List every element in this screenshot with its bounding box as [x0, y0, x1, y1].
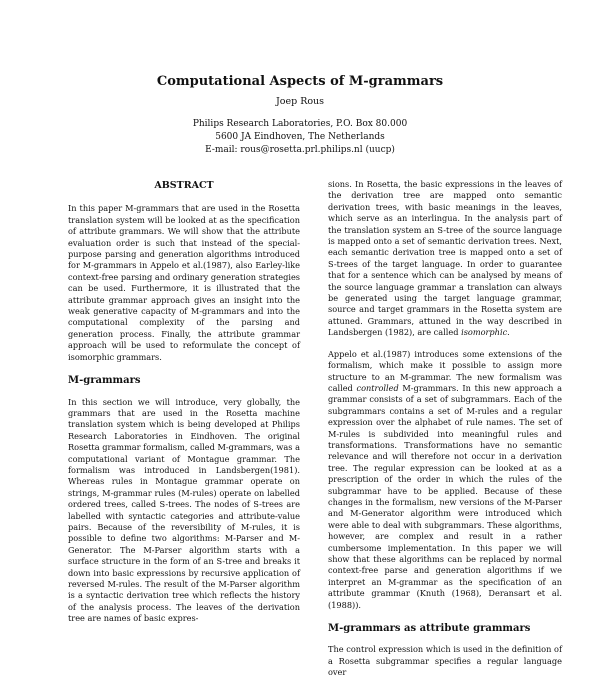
paragraph-text: M-grammars. In this new approach a grammar consists of a set of subgrammars. Each of the subgrammars contains a set of M-rules and a regular expression over the alphabet of rule names. The set of M-rules is subdivided into meaningful rules and transformations. Transformations have no semantic relevance and will therefore not occur in a derivation tree. The regular expression can be looked at as a prescription of the order in which the rules of the subgrammar have to be applied. Because of these changes in the formalism, new versions of the M-Parser and M-Generator algorithm were introduced which were able to deal with subgrammars. These algorithms, however, are complex and result in a rather cumbersome implementation. In this paper we will show that these algorithms can be replaced by normal context-free parse and generation algorithms if we interpret an M-grammar as the specification of an attribute grammar (Knuth (1968), Deransart et al.(1988)).: [328, 382, 562, 610]
author-name: Joep Rous: [275, 96, 325, 107]
paragraph-text: Appelo et al.(1987) introduces some extensions of the formalism, which make it possible to assign more structure to an M-grammar. The new formalism was called: [328, 348, 562, 393]
section-body-text: In this section we will introduce, very globally, the grammars that are used in the Rosetta machine translation system which is being developed at Philips Research Laboratories in Eindhoven. The original Rosetta grammar formalism, called M-grammars, was a computational variant of Montague grammar. The formalism was introduced in Landsbergen(1981). Whereas rules in Montague grammar operate on strings, M-grammar rules (M-rules) operate on labelled ordered trees, called S-trees. The nodes of S-trees are labelled with syntactic categories and attribute-value pairs. Because of the reversibility of M-rules, it is possible to define two algorithms: M-Parser and M-Generator. The M-Parser algorithm starts with a surface structure in the form of an S-tree and breaks it down into basic expressions by recursive application of reversed M-rules. The result of the M-Parser algorithm is a syntactic derivation tree which reflects the history of the analysis process. The leaves of the derivation tree are names of basic expres-: [68, 396, 300, 624]
abstract-heading: ABSTRACT: [154, 180, 214, 191]
section-heading-attribute-grammars: M-grammars as attribute grammars: [328, 623, 531, 635]
body-paragraph: [328, 349, 562, 611]
italic-term: isomorphic.: [461, 327, 510, 338]
affiliation-line: Philips Research Laboratories, P.O. Box 80.000: [192, 119, 408, 129]
affiliation-line: 5600 JA Eindhoven, The Netherlands: [215, 132, 385, 142]
paragraph-text: sions. In Rosetta, the basic expressions in the leaves of the derivation tree are mapped onto semantic derivation trees, with basic meanings in the leaves, which serve as an interlingua. In the analysis part of the translation system an S-tree of the source language is mapped onto a set of semantic derivation trees. Next, each semantic derivation tree is mapped onto a set of S-trees of the target language. In order to guarantee that for a sentence which can be analysed by means of the source language grammar a translation can always be generated using the target language grammar, source and target grammars in the Rosetta system are attuned. Grammars, attuned in the way described in Landsbergen (1982), are called: [328, 179, 562, 338]
italic-term: controlled: [356, 382, 399, 393]
left-column: [68, 180, 300, 635]
email-line: E-mail: rous@rosetta.prl.philips.nl (uucp): [205, 145, 395, 155]
body-paragraph: The control expression which is used in the definition of a Rosetta subgrammar specifies a regular language over: [328, 644, 562, 678]
abstract-text: In this paper M-grammars that are used in the Rosetta translation system will be looked at as the specification of attribute grammars. We will show that the attribute evaluation order is such that instead of the special-purpose parsing and generation algorithms introduced for M-grammars in Appelo et al.(1987), also Earley-like context-free parsing and ordinary generation strategies can be used. Furthermore, it is illustrated that the attribute grammar approach gives an insight into the weak generative capacity of M-grammars and into the computational complexity of the parsing and generation process. Finally, the attribute grammar approach will be used to reformulate the concept of isomorphic grammars.: [68, 203, 300, 362]
right-column: [328, 179, 562, 689]
affiliation-block: [0, 118, 600, 157]
body-paragraph: [328, 179, 562, 339]
section-heading-m-grammars: M-grammars: [68, 375, 141, 387]
paper-title: Computational Aspects of M-grammars: [156, 74, 444, 89]
